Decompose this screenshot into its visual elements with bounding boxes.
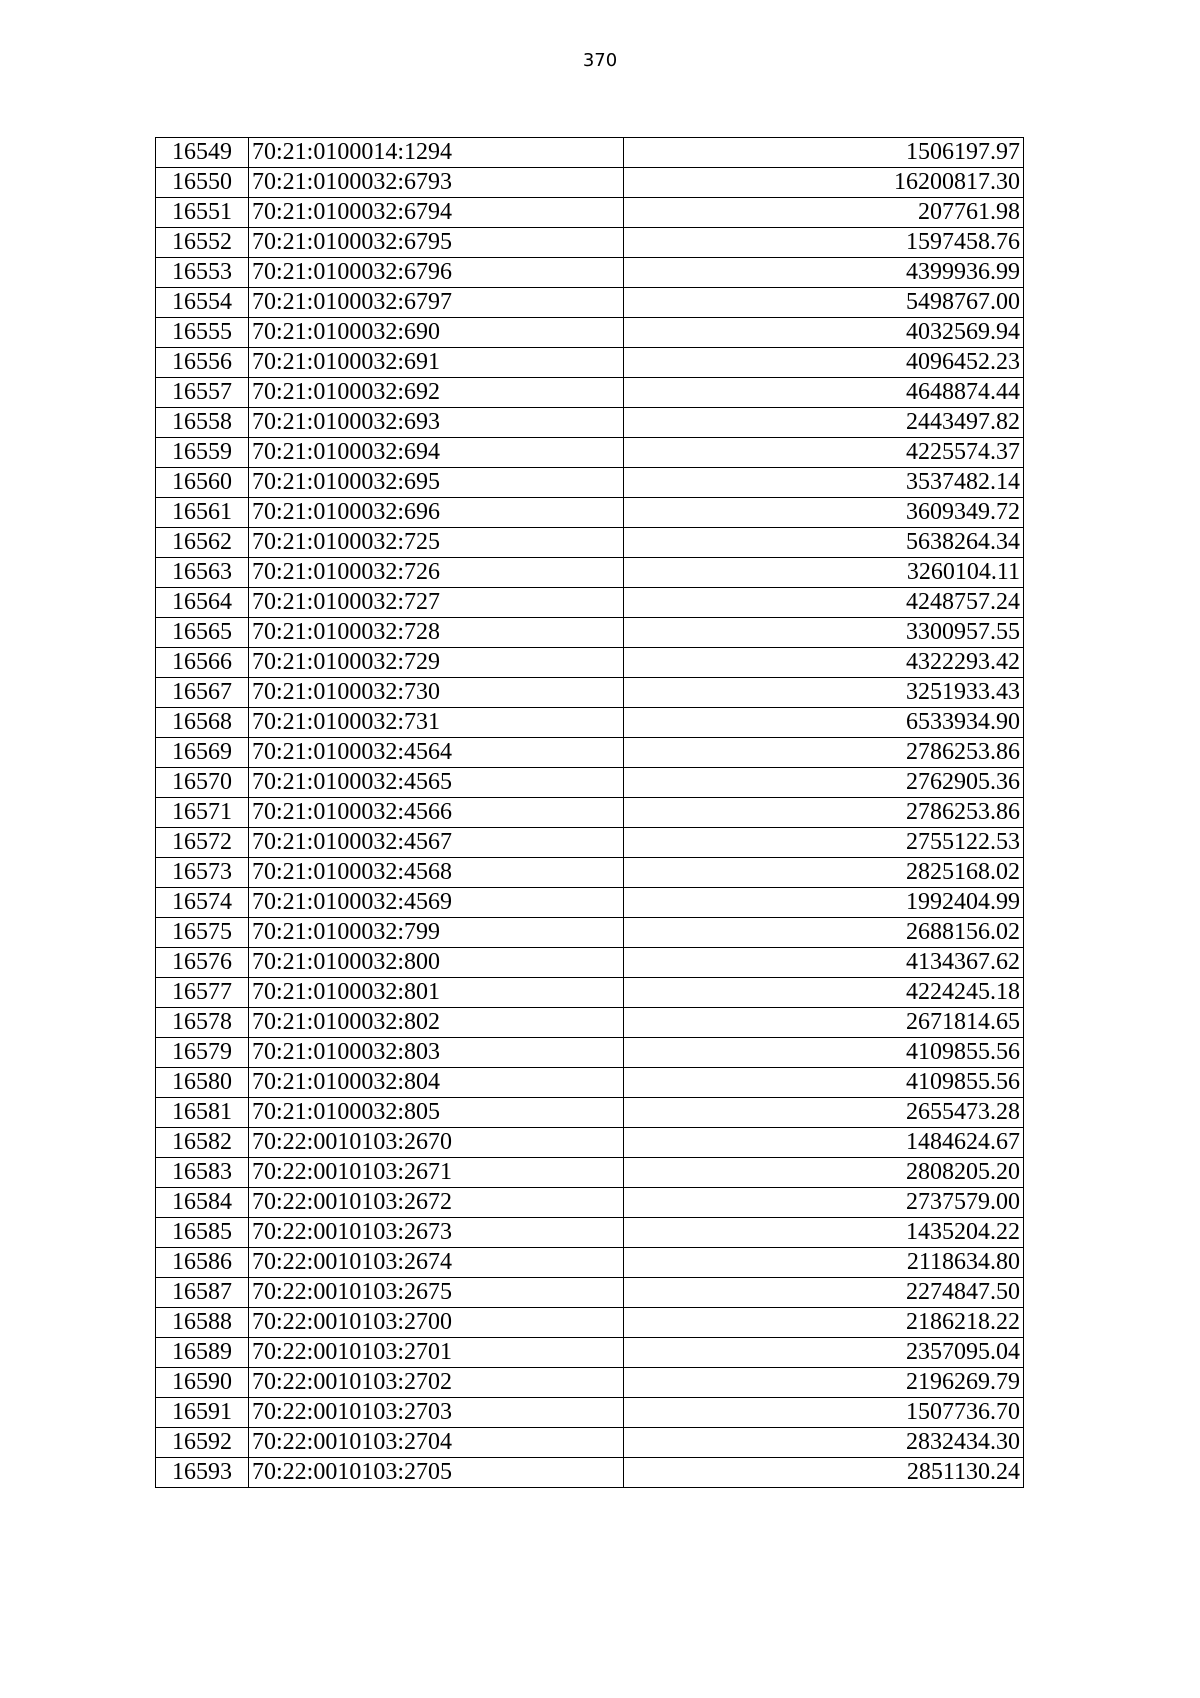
cadastral-value: 1435204.22 — [624, 1218, 1024, 1248]
row-number: 16580 — [156, 1068, 249, 1098]
cadastral-value: 5498767.00 — [624, 288, 1024, 318]
cadastral-value: 2737579.00 — [624, 1188, 1024, 1218]
cadastral-number: 70:22:0010103:2700 — [249, 1308, 624, 1338]
table-row — [156, 978, 1024, 1008]
row-number: 16578 — [156, 1008, 249, 1038]
row-number: 16556 — [156, 348, 249, 378]
table-row — [156, 1218, 1024, 1248]
table-row — [156, 648, 1024, 678]
row-number: 16572 — [156, 828, 249, 858]
cadastral-number: 70:22:0010103:2703 — [249, 1398, 624, 1428]
cadastral-value: 4225574.37 — [624, 438, 1024, 468]
cadastral-value: 2186218.22 — [624, 1308, 1024, 1338]
table-row — [156, 1338, 1024, 1368]
cadastral-value: 2655473.28 — [624, 1098, 1024, 1128]
table-row — [156, 588, 1024, 618]
cadastral-number: 70:22:0010103:2702 — [249, 1368, 624, 1398]
row-number: 16574 — [156, 888, 249, 918]
table-row — [156, 408, 1024, 438]
row-number: 16583 — [156, 1158, 249, 1188]
table-row — [156, 678, 1024, 708]
row-number: 16553 — [156, 258, 249, 288]
cadastral-number: 70:21:0100032:730 — [249, 678, 624, 708]
cadastral-value: 4322293.42 — [624, 648, 1024, 678]
row-number: 16588 — [156, 1308, 249, 1338]
cadastral-value: 1506197.97 — [624, 138, 1024, 168]
row-number: 16562 — [156, 528, 249, 558]
table-row — [156, 1458, 1024, 1488]
cadastral-value: 2671814.65 — [624, 1008, 1024, 1038]
cadastral-number: 70:22:0010103:2672 — [249, 1188, 624, 1218]
cadastral-number: 70:21:0100014:1294 — [249, 138, 624, 168]
cadastral-number: 70:21:0100032:692 — [249, 378, 624, 408]
row-number: 16558 — [156, 408, 249, 438]
cadastral-number: 70:21:0100032:6794 — [249, 198, 624, 228]
row-number: 16592 — [156, 1428, 249, 1458]
row-number: 16575 — [156, 918, 249, 948]
table-row — [156, 228, 1024, 258]
row-number: 16565 — [156, 618, 249, 648]
cadastral-number: 70:21:0100032:6793 — [249, 168, 624, 198]
row-number: 16549 — [156, 138, 249, 168]
cadastral-value: 6533934.90 — [624, 708, 1024, 738]
cadastral-value: 2196269.79 — [624, 1368, 1024, 1398]
row-number: 16582 — [156, 1128, 249, 1158]
cadastral-value: 5638264.34 — [624, 528, 1024, 558]
table-row — [156, 1098, 1024, 1128]
table-row — [156, 1158, 1024, 1188]
cadastral-number: 70:21:0100032:693 — [249, 408, 624, 438]
cadastral-value: 16200817.30 — [624, 168, 1024, 198]
cadastral-number: 70:21:0100032:694 — [249, 438, 624, 468]
cadastral-value: 4032569.94 — [624, 318, 1024, 348]
cadastral-value: 2832434.30 — [624, 1428, 1024, 1458]
row-number: 16564 — [156, 588, 249, 618]
cadastral-value: 2786253.86 — [624, 738, 1024, 768]
row-number: 16563 — [156, 558, 249, 588]
cadastral-number: 70:22:0010103:2671 — [249, 1158, 624, 1188]
cadastral-value: 2786253.86 — [624, 798, 1024, 828]
row-number: 16584 — [156, 1188, 249, 1218]
row-number: 16557 — [156, 378, 249, 408]
cadastral-value: 2755122.53 — [624, 828, 1024, 858]
row-number: 16555 — [156, 318, 249, 348]
cadastral-number: 70:21:0100032:4566 — [249, 798, 624, 828]
row-number: 16591 — [156, 1398, 249, 1428]
table-row — [156, 258, 1024, 288]
cadastral-number: 70:21:0100032:799 — [249, 918, 624, 948]
data-table — [155, 137, 1024, 1488]
table-row — [156, 738, 1024, 768]
cadastral-number: 70:21:0100032:804 — [249, 1068, 624, 1098]
row-number: 16589 — [156, 1338, 249, 1368]
cadastral-number: 70:21:0100032:691 — [249, 348, 624, 378]
cadastral-value: 4399936.99 — [624, 258, 1024, 288]
cadastral-value: 2851130.24 — [624, 1458, 1024, 1488]
cadastral-number: 70:21:0100032:805 — [249, 1098, 624, 1128]
cadastral-value: 2443497.82 — [624, 408, 1024, 438]
row-number: 16576 — [156, 948, 249, 978]
table-row — [156, 438, 1024, 468]
row-number: 16569 — [156, 738, 249, 768]
cadastral-value: 2118634.80 — [624, 1248, 1024, 1278]
table-row — [156, 498, 1024, 528]
row-number: 16573 — [156, 858, 249, 888]
table-row — [156, 318, 1024, 348]
cadastral-number: 70:22:0010103:2701 — [249, 1338, 624, 1368]
table-row — [156, 1038, 1024, 1068]
cadastral-value: 207761.98 — [624, 198, 1024, 228]
row-number: 16560 — [156, 468, 249, 498]
cadastral-value: 2762905.36 — [624, 768, 1024, 798]
cadastral-number: 70:21:0100032:725 — [249, 528, 624, 558]
table-row — [156, 1278, 1024, 1308]
cadastral-value: 4648874.44 — [624, 378, 1024, 408]
row-number: 16567 — [156, 678, 249, 708]
cadastral-value: 3300957.55 — [624, 618, 1024, 648]
table-row — [156, 1248, 1024, 1278]
cadastral-number: 70:21:0100032:803 — [249, 1038, 624, 1068]
cadastral-value: 1507736.70 — [624, 1398, 1024, 1428]
cadastral-number: 70:22:0010103:2675 — [249, 1278, 624, 1308]
cadastral-number: 70:22:0010103:2704 — [249, 1428, 624, 1458]
table-row — [156, 1068, 1024, 1098]
row-number: 16554 — [156, 288, 249, 318]
cadastral-number: 70:21:0100032:696 — [249, 498, 624, 528]
table-row — [156, 618, 1024, 648]
cadastral-value: 3251933.43 — [624, 678, 1024, 708]
row-number: 16552 — [156, 228, 249, 258]
table-row — [156, 798, 1024, 828]
cadastral-value: 2688156.02 — [624, 918, 1024, 948]
cadastral-number: 70:21:0100032:731 — [249, 708, 624, 738]
table-row — [156, 918, 1024, 948]
cadastral-number: 70:21:0100032:6797 — [249, 288, 624, 318]
cadastral-number: 70:21:0100032:695 — [249, 468, 624, 498]
table-row — [156, 468, 1024, 498]
table-row — [156, 858, 1024, 888]
table-row — [156, 888, 1024, 918]
table-body — [156, 138, 1024, 1488]
cadastral-value: 2274847.50 — [624, 1278, 1024, 1308]
cadastral-number: 70:22:0010103:2670 — [249, 1128, 624, 1158]
cadastral-number: 70:21:0100032:6795 — [249, 228, 624, 258]
row-number: 16587 — [156, 1278, 249, 1308]
table-row — [156, 1428, 1024, 1458]
row-number: 16571 — [156, 798, 249, 828]
cadastral-number: 70:21:0100032:4565 — [249, 768, 624, 798]
table-row — [156, 138, 1024, 168]
cadastral-number: 70:21:0100032:4568 — [249, 858, 624, 888]
table-row — [156, 708, 1024, 738]
row-number: 16570 — [156, 768, 249, 798]
page-number: 370 — [582, 50, 618, 71]
row-number: 16586 — [156, 1248, 249, 1278]
table-row — [156, 558, 1024, 588]
row-number: 16551 — [156, 198, 249, 228]
table-row — [156, 198, 1024, 228]
cadastral-value: 1597458.76 — [624, 228, 1024, 258]
table-row — [156, 1368, 1024, 1398]
row-number: 16579 — [156, 1038, 249, 1068]
cadastral-value: 3537482.14 — [624, 468, 1024, 498]
table-row — [156, 168, 1024, 198]
table-row — [156, 1398, 1024, 1428]
cadastral-number: 70:21:0100032:729 — [249, 648, 624, 678]
row-number: 16590 — [156, 1368, 249, 1398]
cadastral-number: 70:21:0100032:690 — [249, 318, 624, 348]
table-row — [156, 1128, 1024, 1158]
row-number: 16585 — [156, 1218, 249, 1248]
cadastral-number: 70:21:0100032:727 — [249, 588, 624, 618]
cadastral-number: 70:21:0100032:800 — [249, 948, 624, 978]
cadastral-value: 2808205.20 — [624, 1158, 1024, 1188]
cadastral-number: 70:22:0010103:2673 — [249, 1218, 624, 1248]
table-row — [156, 1008, 1024, 1038]
cadastral-number: 70:21:0100032:6796 — [249, 258, 624, 288]
cadastral-value: 4096452.23 — [624, 348, 1024, 378]
cadastral-value: 2357095.04 — [624, 1338, 1024, 1368]
table-row — [156, 378, 1024, 408]
cadastral-value: 4224245.18 — [624, 978, 1024, 1008]
table-row — [156, 288, 1024, 318]
cadastral-number: 70:21:0100032:726 — [249, 558, 624, 588]
cadastral-value: 4134367.62 — [624, 948, 1024, 978]
cadastral-number: 70:22:0010103:2674 — [249, 1248, 624, 1278]
row-number: 16550 — [156, 168, 249, 198]
cadastral-value: 1992404.99 — [624, 888, 1024, 918]
cadastral-number: 70:21:0100032:728 — [249, 618, 624, 648]
row-number: 16559 — [156, 438, 249, 468]
cadastral-number: 70:21:0100032:4569 — [249, 888, 624, 918]
cadastral-number: 70:22:0010103:2705 — [249, 1458, 624, 1488]
row-number: 16593 — [156, 1458, 249, 1488]
table-row — [156, 528, 1024, 558]
cadastral-number: 70:21:0100032:802 — [249, 1008, 624, 1038]
cadastral-value: 1484624.67 — [624, 1128, 1024, 1158]
cadastral-value: 4109855.56 — [624, 1038, 1024, 1068]
table-row — [156, 1188, 1024, 1218]
cadastral-value: 2825168.02 — [624, 858, 1024, 888]
cadastral-value: 4109855.56 — [624, 1068, 1024, 1098]
cadastral-value: 4248757.24 — [624, 588, 1024, 618]
cadastral-number: 70:21:0100032:4567 — [249, 828, 624, 858]
table-row — [156, 348, 1024, 378]
row-number: 16577 — [156, 978, 249, 1008]
cadastral-value: 3609349.72 — [624, 498, 1024, 528]
row-number: 16568 — [156, 708, 249, 738]
table-row — [156, 768, 1024, 798]
cadastral-number: 70:21:0100032:4564 — [249, 738, 624, 768]
table-row — [156, 1308, 1024, 1338]
row-number: 16561 — [156, 498, 249, 528]
cadastral-number: 70:21:0100032:801 — [249, 978, 624, 1008]
table-row — [156, 948, 1024, 978]
cadastral-value: 3260104.11 — [624, 558, 1024, 588]
row-number: 16566 — [156, 648, 249, 678]
row-number: 16581 — [156, 1098, 249, 1128]
table-row — [156, 828, 1024, 858]
